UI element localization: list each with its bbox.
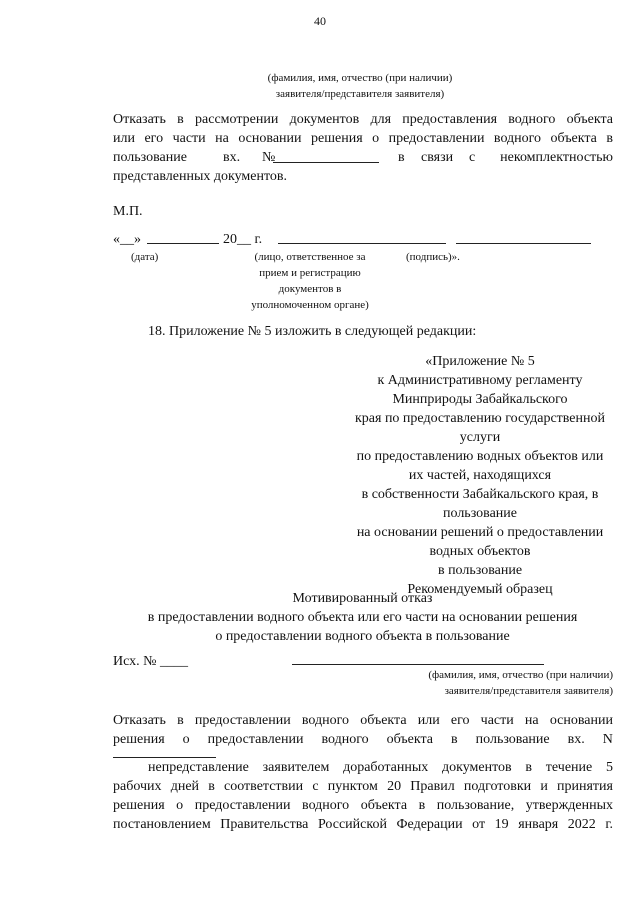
item-18: 18. Приложение № 5 изложить в следующей редакции:: [148, 324, 477, 339]
refusal-2-word: водного: [321, 732, 369, 747]
appendix-line: Минприроды Забайкальского: [392, 392, 568, 407]
refusal-2-word: предоставлении: [207, 732, 304, 747]
person-caption: [230, 249, 390, 313]
title-line-1: Мотивированный отказ: [292, 591, 433, 606]
bottom-caption-line-2: заявителя/представителя заявителя): [444, 685, 613, 697]
refusal-2-word: вх.: [567, 732, 585, 747]
appendix-line: Рекомендуемый образец: [407, 582, 553, 597]
appendix-line: края по предоставлению государственной: [354, 411, 605, 426]
signature-blank-line: [456, 243, 591, 244]
refusal-2-word: о: [182, 732, 190, 747]
refusal-paragraph-1: [113, 110, 613, 186]
appendix-line: «Приложение № 5: [425, 354, 535, 369]
appendix-header: [330, 352, 630, 599]
person-caption-line-3: документов в: [278, 283, 342, 295]
applicant-blank-line: [292, 664, 544, 665]
person-caption-line-2: прием и регистрацию: [259, 267, 361, 279]
refusal-2-word: объекта: [386, 732, 433, 747]
appendix-line: в собственности Забайкальского края, в: [361, 487, 599, 502]
bottom-applicant-caption: [330, 667, 613, 699]
person-caption-line-4: уполномоченном органе): [251, 299, 369, 311]
footnote: [113, 758, 613, 834]
date-blank-line: [147, 243, 219, 244]
footnote-line-1: непредставление заявителем доработанных документов в течение 5: [148, 760, 613, 775]
refusal-1-line-2: или его части на основании решения о предоставлении водного объекта в: [113, 131, 613, 146]
page-number: 40: [314, 14, 326, 28]
appendix-line: в пользование: [437, 563, 523, 578]
footnote-line-3: решения о предоставлении водного объекта в пользование, утвержденных: [113, 798, 613, 813]
appendix-line: услуги: [459, 430, 501, 445]
outgoing-number: Исх. № ____: [113, 654, 188, 669]
person-caption-line-1: (лицо, ответственное за: [254, 251, 366, 263]
word-polzovanie: пользование: [113, 150, 187, 165]
appendix-line: на основании решений о предоставлении: [356, 525, 604, 540]
appendix-line: пользование: [443, 506, 517, 521]
word-vkh: вх.: [223, 150, 241, 165]
word-svyazi: связи: [421, 150, 454, 165]
top-caption-line-2: заявителя/представителя заявителя): [275, 88, 445, 100]
number-sign: №: [262, 150, 276, 165]
refusal-paragraph-2: [113, 711, 613, 749]
document-title: [90, 589, 635, 646]
refusal-2-word: в: [451, 732, 458, 747]
appendix-line: их частей, находящихся: [408, 468, 552, 483]
refusal-1-line-4: представленных документов.: [113, 169, 288, 184]
top-caption-line-1: (фамилия, имя, отчество (при наличии): [267, 72, 453, 84]
appendix-line: к Административному регламенту: [377, 373, 583, 388]
appendix-line: по предоставлению водных объектов или: [356, 449, 604, 464]
date-prefix: «__»: [113, 232, 141, 247]
title-line-2: в предоставлении водного объекта или его части на основании решения: [147, 610, 578, 625]
bottom-caption-line-1: (фамилия, имя, отчество (при наличии): [428, 669, 613, 681]
number-blank: [273, 162, 379, 163]
title-line-3: о предоставлении водного объекта в пользование: [215, 629, 510, 644]
refusal-2-line-1: Отказать в предоставлении водного объекта или его части на основании: [113, 713, 613, 728]
word-nekomplektnostyu: некомплектностью: [500, 150, 613, 165]
refusal-1-line-3: [113, 148, 613, 167]
word-v: в: [398, 150, 405, 165]
footnote-line-4: постановлением Правительства Российской Федерации от 19 января 2022 г.: [113, 817, 613, 832]
word-s: с: [469, 150, 476, 165]
top-applicant-caption: [200, 70, 520, 102]
official-blank-line: [278, 243, 446, 244]
refusal-1-line-1: Отказать в рассмотрении документов для предоставления водного объекта: [113, 112, 613, 127]
footnote-line-2: рабочих дней в соответствии с пунктом 20 Правил подготовки и принятия: [113, 779, 613, 794]
refusal-2-word: N: [602, 732, 613, 747]
date-caption: (дата): [131, 251, 159, 263]
refusal-2-line-2: [113, 730, 613, 749]
refusal-2-word: решения: [113, 732, 165, 747]
year-label: 20__ г.: [223, 232, 263, 247]
stamp-label: М.П.: [113, 204, 143, 219]
appendix-line: водных объектов: [429, 544, 531, 559]
signature-caption: (подпись)».: [406, 251, 460, 263]
refusal-2-word: пользование: [475, 732, 550, 747]
